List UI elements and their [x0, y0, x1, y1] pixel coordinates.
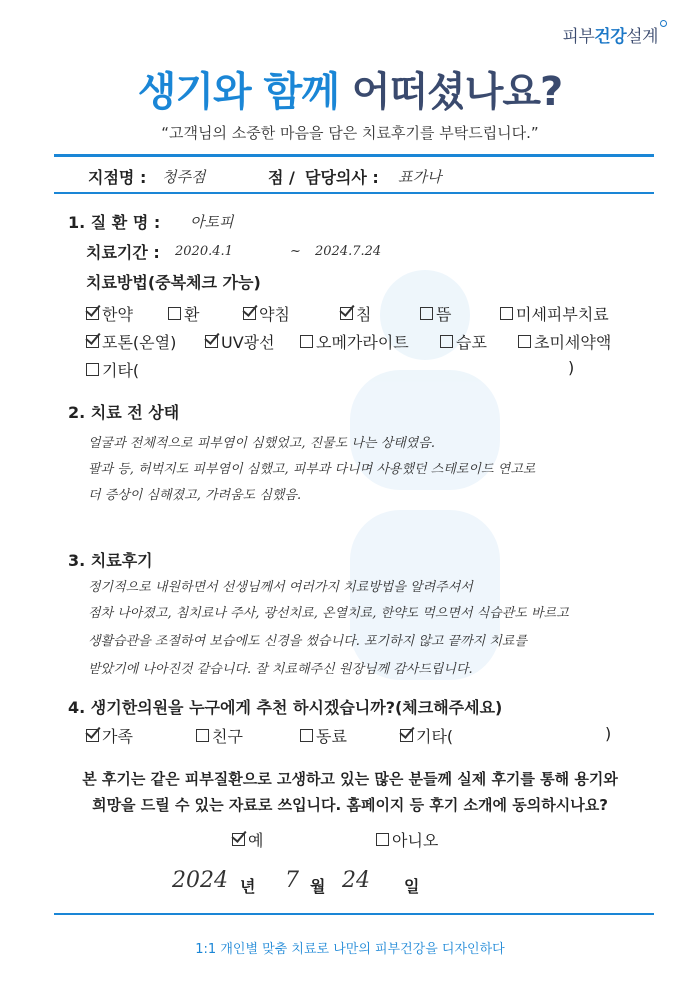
date-month-unit: 월 [310, 877, 326, 896]
header-top-rule [54, 154, 654, 157]
period-sep: ~ [290, 244, 301, 259]
method-hwan-checkbox[interactable] [168, 302, 199, 325]
disease-value[interactable]: 아토피 [190, 213, 234, 231]
checkbox-icon [500, 307, 513, 320]
disease-label: 1. 질 환 명 : [68, 213, 161, 232]
title-part1: 생기와 함께 [137, 69, 352, 115]
recommend-friend-checkbox[interactable] [196, 724, 243, 747]
method-label: 기타( [102, 361, 140, 380]
checkbox-icon [400, 729, 413, 742]
consent-no-checkbox[interactable] [376, 828, 438, 851]
method-ultrafine-checkbox[interactable] [518, 330, 611, 353]
checkbox-icon [420, 307, 433, 320]
method-label: UV광선 [221, 333, 275, 352]
checkbox-icon [168, 307, 181, 320]
doctor-value[interactable]: 표가나 [398, 168, 442, 186]
doctor-label: 담당의사 : [305, 168, 379, 187]
method-hanyak-checkbox[interactable] [86, 302, 133, 325]
brand-logo [562, 22, 658, 47]
consent-no-label: 아니오 [392, 831, 439, 850]
method-omega-checkbox[interactable] [300, 330, 409, 353]
method-label: 초미세약액 [534, 333, 612, 352]
section3-line-3[interactable]: 생활습관을 조절하여 보습에도 신경을 썼습니다. 포기하지 않고 끝까지 치료를 [88, 634, 528, 649]
brand-post: 설계 [626, 27, 658, 47]
section3-line-1[interactable]: 정기적으로 내원하면서 선생님께서 여러가지 치료방법을 알려주셔서 [88, 580, 473, 595]
recommend-label: 친구 [212, 727, 243, 746]
checkbox-icon [300, 335, 313, 348]
method-label: 오메가라이트 [316, 333, 409, 352]
checkbox-icon [205, 335, 218, 348]
recommend-label: 가족 [102, 727, 133, 746]
period-end[interactable]: 2024.7.24 [315, 244, 382, 259]
consent-line-1: 본 후기는 같은 피부질환으로 고생하고 있는 많은 분들께 실제 후기를 통해 용기와 [82, 770, 618, 788]
period-start[interactable]: 2020.4.1 [175, 244, 233, 259]
method-label: 습포 [456, 333, 487, 352]
method-seuppo-checkbox[interactable] [440, 330, 487, 353]
method-label: 포톤(온열) [102, 333, 177, 352]
method-label: 한약 [102, 305, 133, 324]
section2-heading: 2. 치료 전 상태 [68, 403, 180, 422]
brand-dot-icon [660, 20, 667, 27]
title-part2: 어떠셨나요? [351, 69, 563, 115]
date-day[interactable]: 24 [342, 868, 370, 893]
recommend-other-checkbox[interactable] [400, 724, 453, 747]
recommend-family-checkbox[interactable] [86, 724, 133, 747]
section4-heading: 4. 생기한의원을 누구에게 추천 하시겠습니까?(체크해주세요) [68, 698, 503, 717]
method-label: 환 [184, 305, 200, 324]
checkbox-icon [243, 307, 256, 320]
section3-line-4[interactable]: 받았기에 나아진것 같습니다. 잘 치료해주신 원장님께 감사드립니다. [88, 662, 473, 677]
branch-label: 지점명 : [88, 168, 147, 187]
recommend-other-close: ) [605, 724, 612, 743]
section2-line-1[interactable]: 얼굴과 전체적으로 피부염이 심했었고, 진물도 나는 상태였음. [88, 436, 436, 451]
checkbox-icon [86, 335, 99, 348]
brand-pre: 피부 [562, 27, 595, 47]
branch-suffix: 점 / [268, 168, 295, 187]
section2-line-2[interactable]: 팔과 등, 허벅지도 피부염이 심했고, 피부과 다니며 사용했던 스테로이드 연고로 [88, 462, 536, 477]
section2-line-3[interactable]: 더 증상이 심해졌고, 가려움도 심했음. [88, 488, 302, 503]
checkbox-icon [86, 729, 99, 742]
page-title [0, 60, 700, 117]
method-other-close: ) [568, 358, 575, 377]
checkbox-icon [376, 833, 389, 846]
method-tteum-checkbox[interactable] [420, 302, 451, 325]
consent-yes-label: 예 [248, 831, 264, 850]
header-bottom-rule [54, 192, 654, 194]
method-uv-checkbox[interactable] [205, 330, 275, 353]
checkbox-icon [196, 729, 209, 742]
checkbox-icon [518, 335, 531, 348]
method-yakchim-checkbox[interactable] [243, 302, 290, 325]
method-other-checkbox[interactable] [86, 358, 139, 381]
method-label: 침 [356, 305, 372, 324]
checkbox-icon [300, 729, 313, 742]
checkbox-icon [86, 363, 99, 376]
method-chim-checkbox[interactable] [340, 302, 371, 325]
checkbox-icon [340, 307, 353, 320]
methods-label: 치료방법(중복체크 가능) [86, 273, 261, 292]
method-label: 미세피부치료 [516, 305, 609, 324]
footer-rule [54, 913, 654, 915]
date-year-unit: 년 [240, 877, 256, 896]
page-subtitle: “고객님의 소중한 마음을 담은 치료후기를 부탁드립니다.” [161, 124, 539, 142]
consent-yes-checkbox[interactable] [232, 828, 263, 851]
date-year[interactable]: 2024 [172, 868, 228, 893]
recommend-label: 기타( [416, 727, 454, 746]
section3-heading: 3. 치료후기 [68, 551, 153, 570]
method-micro-skin-checkbox[interactable] [500, 302, 609, 325]
period-label: 치료기간 : [86, 243, 160, 262]
recommend-colleague-checkbox[interactable] [300, 724, 347, 747]
method-label: 약침 [259, 305, 290, 324]
section3-line-2[interactable]: 점차 나아졌고, 침치료나 주사, 광선치료, 온열치료, 한약도 먹으면서 식습관도 바르고 [88, 606, 569, 621]
footer-slogan: 1:1 개인별 맞춤 치료로 나만의 피부건강을 디자인하다 [195, 942, 505, 957]
branch-value[interactable]: 청주점 [162, 168, 206, 186]
date-month[interactable]: 7 [285, 868, 299, 893]
date-day-unit: 일 [404, 877, 420, 896]
checkbox-icon [232, 833, 245, 846]
method-label: 뜸 [436, 305, 452, 324]
consent-line-2: 희망을 드릴 수 있는 자료로 쓰입니다. 홈페이지 등 후기 소개에 동의하시나요? [92, 796, 608, 814]
brand-mid: 건강 [594, 27, 627, 47]
checkbox-icon [86, 307, 99, 320]
method-photon-checkbox[interactable] [86, 330, 176, 353]
recommend-label: 동료 [316, 727, 347, 746]
checkbox-icon [440, 335, 453, 348]
